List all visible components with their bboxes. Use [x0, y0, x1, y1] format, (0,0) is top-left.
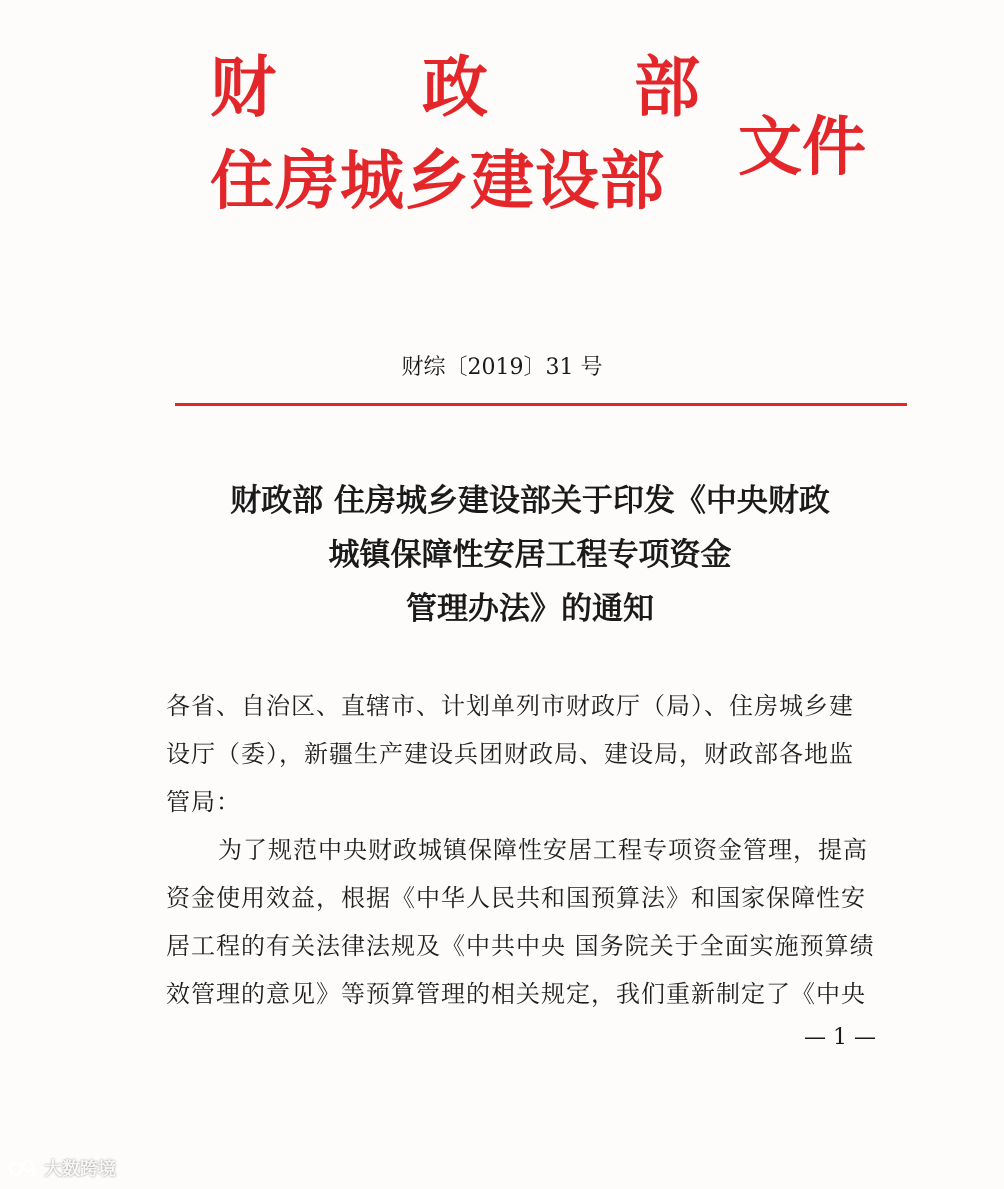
addressee-line: 各省、自治区、直辖市、计划单列市财政厅（局）、住房城乡建: [166, 692, 854, 720]
issuer-name-finance-ministry: [210, 48, 700, 128]
red-divider-line: [175, 403, 907, 406]
document-title: [150, 474, 910, 636]
document-type-label: 文件: [738, 111, 866, 185]
page-number: — 1 —: [804, 1025, 876, 1050]
title-line: 财政部 住房城乡建设部关于印发《中央财政: [230, 483, 830, 519]
addressee-line: 管局：: [166, 788, 241, 816]
issuer-char: 财: [210, 49, 276, 126]
paragraph-line: 资金使用效益，根据《中华人民共和国预算法》和国家保障性安: [166, 884, 866, 912]
watermark-text: 大数跨境: [44, 1159, 116, 1180]
paragraph-line: 为了规范中央财政城镇保障性安居工程专项资金管理，提高: [218, 836, 868, 864]
paragraph-line: 居工程的有关法律法规及《中共中央 国务院关于全面实施预算绩: [166, 932, 875, 960]
title-line: 管理办法》的通知: [406, 591, 654, 627]
document-number: 财综〔2019〕31 号: [401, 355, 603, 380]
addressee-line: 设厅（委），新疆生产建设兵团财政局、建设局，财政部各地监: [166, 740, 854, 768]
issuer-char: 部: [634, 49, 700, 126]
document-body: [166, 682, 906, 1018]
issuer-name-housing-ministry: 住房城乡建设部: [210, 145, 665, 219]
watermark-logo-icon: [8, 1157, 38, 1179]
watermark: [8, 1152, 116, 1184]
issuer-char: 政: [422, 49, 488, 126]
title-line: 城镇保障性安居工程专项资金: [328, 537, 732, 573]
paragraph-line: 效管理的意见》等预算管理的相关规定，我们重新制定了《中央: [166, 980, 866, 1008]
